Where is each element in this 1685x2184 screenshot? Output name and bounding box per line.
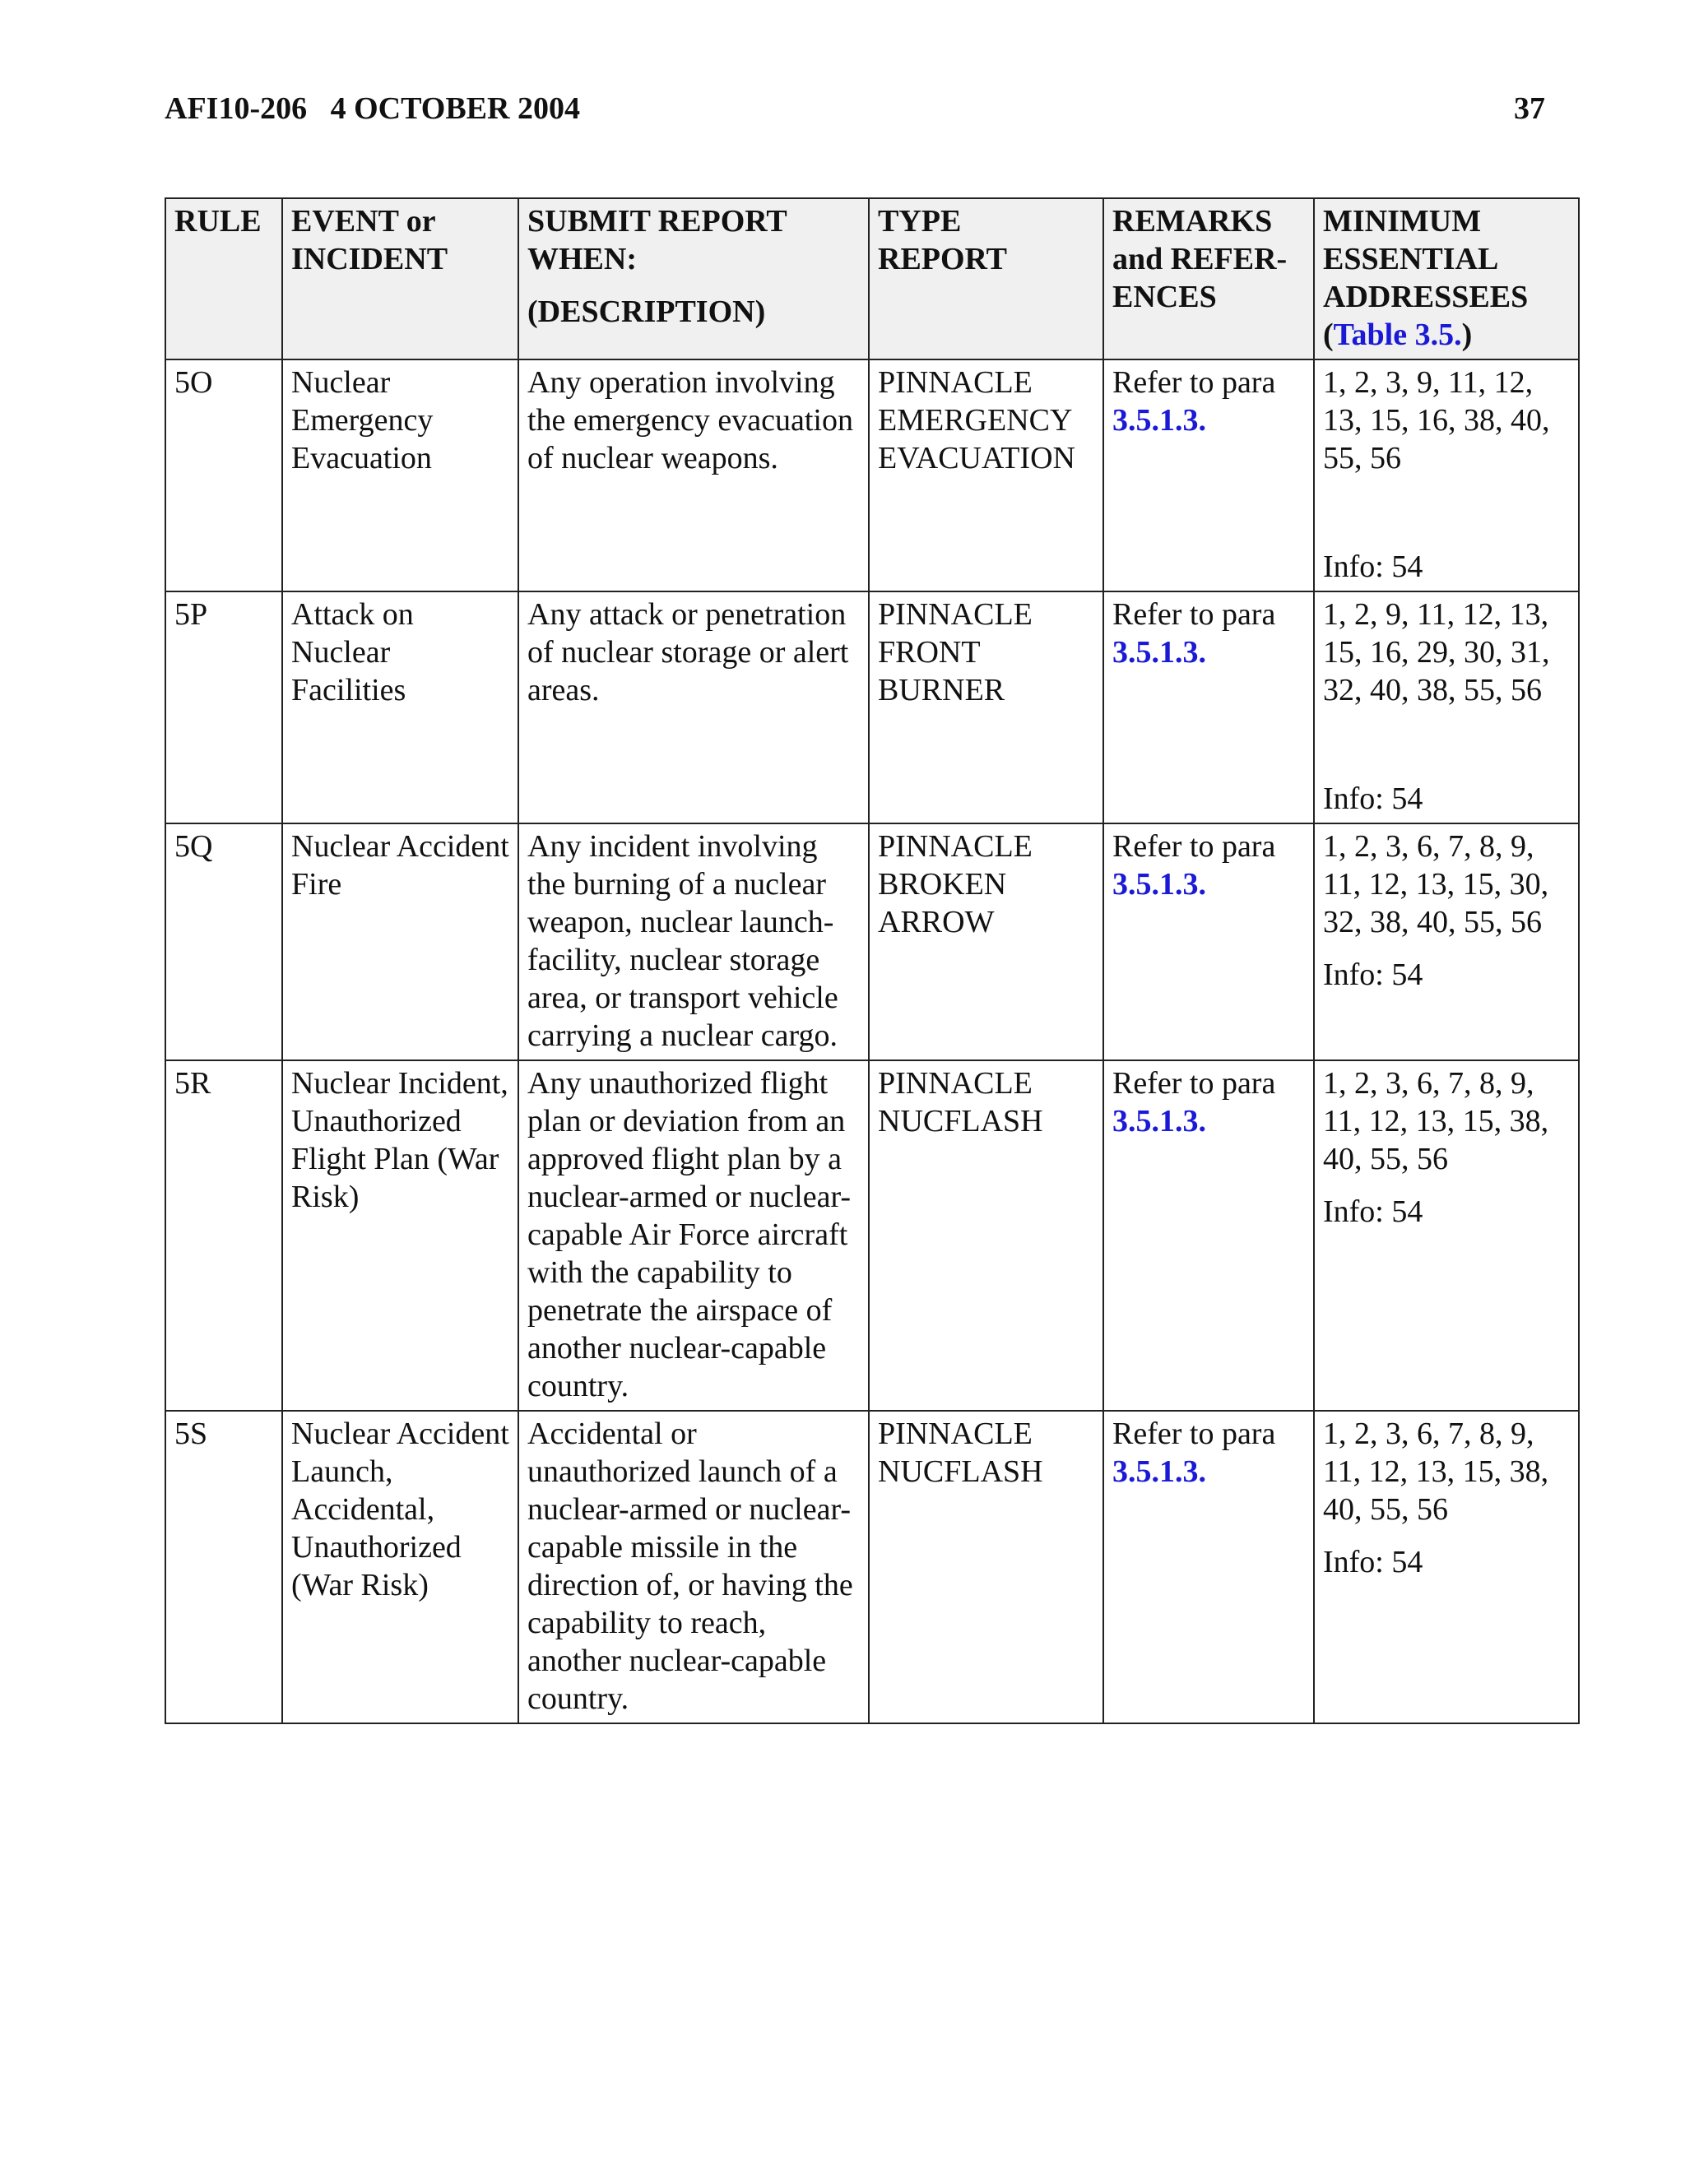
col-header-event: EVENT or INCIDENT [282,198,518,359]
event-cell: Nuclear Incident, Unauthorized Flight Plan (War Risk) [282,1060,518,1411]
rule-cell: 5R [165,1060,282,1411]
info-addressee: Info: 54 [1323,958,1423,992]
rule-cell: 5O [165,359,282,591]
col-header-type-report: TYPE REPORT [869,198,1103,359]
event-cell: Nuclear Accident Fire [282,823,518,1060]
info-addressee: Info: 54 [1323,549,1423,584]
rule-cell: 5P [165,591,282,823]
addressees-cell: 1, 2, 3, 6, 7, 8, 9, 11, 12, 13, 15, 30, 32, 38, 40, 55, 56 Info: 54 [1314,823,1579,1060]
page-header [165,90,1545,132]
rule-cell: 5Q [165,823,282,1060]
info-addressee: Info: 54 [1323,781,1423,816]
description-cell: Any operation involving the emergency evacuation of nuclear weapons. [518,359,869,591]
document-id: AFI10-206 [165,91,308,126]
table-row-5q [165,823,1579,1060]
description-cell: Accidental or unauthorized launch of a nuclear-armed or nuclear-capable missile in the direction of, or having the capability to reach, another nuclear-capable country. [518,1411,869,1723]
description-cell: Any unauthorized flight plan or deviation from an approved flight plan by a nuclear-armed or nuclear-capable Air Force aircraft with the capability to penetrate the airspace of another nuclear-capable country. [518,1060,869,1411]
para-3-5-1-3-link[interactable]: 3.5.1.3. [1112,1104,1206,1138]
table-header-row [165,198,1579,359]
col-header-addressees: MINIMUM ESSENTIAL ADDRESSEES (Table 3.5.) [1314,198,1579,359]
table-3-5-link[interactable]: Table 3.5. [1333,318,1462,352]
remarks-cell: Refer to para 3.5.1.3. [1103,591,1314,823]
addressees-cell: 1, 2, 9, 11, 12, 13, 15, 16, 29, 30, 31, 32, 40, 38, 55, 56 Info: 54 [1314,591,1579,823]
type-report-cell: PINNACLE FRONT BURNER [869,591,1103,823]
para-3-5-1-3-link[interactable]: 3.5.1.3. [1112,867,1206,902]
event-cell: Nuclear Accident Launch, Accidental, Unauthorized (War Risk) [282,1411,518,1723]
type-report-cell: PINNACLE BROKEN ARROW [869,823,1103,1060]
rule-cell: 5S [165,1411,282,1723]
remarks-cell: Refer to para 3.5.1.3. [1103,823,1314,1060]
type-report-cell: PINNACLE EMERGENCY EVACUATION [869,359,1103,591]
remarks-cell: Refer to para 3.5.1.3. [1103,1411,1314,1723]
type-report-cell: PINNACLE NUCFLASH [869,1060,1103,1411]
document-date: 4 OCTOBER 2004 [330,91,580,126]
remarks-cell: Refer to para 3.5.1.3. [1103,359,1314,591]
type-report-cell: PINNACLE NUCFLASH [869,1411,1103,1723]
table-row-5p [165,591,1579,823]
para-3-5-1-3-link[interactable]: 3.5.1.3. [1112,403,1206,438]
table-row-5r [165,1060,1579,1411]
table-row-5o [165,359,1579,591]
addressees-cell: 1, 2, 3, 9, 11, 12, 13, 15, 16, 38, 40, 55, 56 Info: 54 [1314,359,1579,591]
table-row-5s [165,1411,1579,1723]
col-header-rule: RULE [165,198,282,359]
para-3-5-1-3-link[interactable]: 3.5.1.3. [1112,635,1206,670]
col-header-submit-report: SUBMIT REPORT WHEN: (DESCRIPTION) [518,198,869,359]
addressees-cell: 1, 2, 3, 6, 7, 8, 9, 11, 12, 13, 15, 38, 40, 55, 56 Info: 54 [1314,1060,1579,1411]
document-id-and-date [165,90,580,127]
event-cell: Attack on Nuclear Facilities [282,591,518,823]
col-header-remarks: REMARKS and REFER- ENCES [1103,198,1314,359]
para-3-5-1-3-link[interactable]: 3.5.1.3. [1112,1454,1206,1489]
info-addressee: Info: 54 [1323,1545,1423,1579]
description-cell: Any incident involving the burning of a nuclear weapon, nuclear launch-facility, nuclear storage area, or transport vehicle carrying a nuclear cargo. [518,823,869,1060]
remarks-cell: Refer to para 3.5.1.3. [1103,1060,1314,1411]
event-cell: Nuclear Emergency Evacuation [282,359,518,591]
report-table [165,197,1580,1724]
addressees-cell: 1, 2, 3, 6, 7, 8, 9, 11, 12, 13, 15, 38, 40, 55, 56 Info: 54 [1314,1411,1579,1723]
description-cell: Any attack or penetration of nuclear storage or alert areas. [518,591,869,823]
page-number: 37 [1514,91,1545,126]
info-addressee: Info: 54 [1323,1194,1423,1229]
